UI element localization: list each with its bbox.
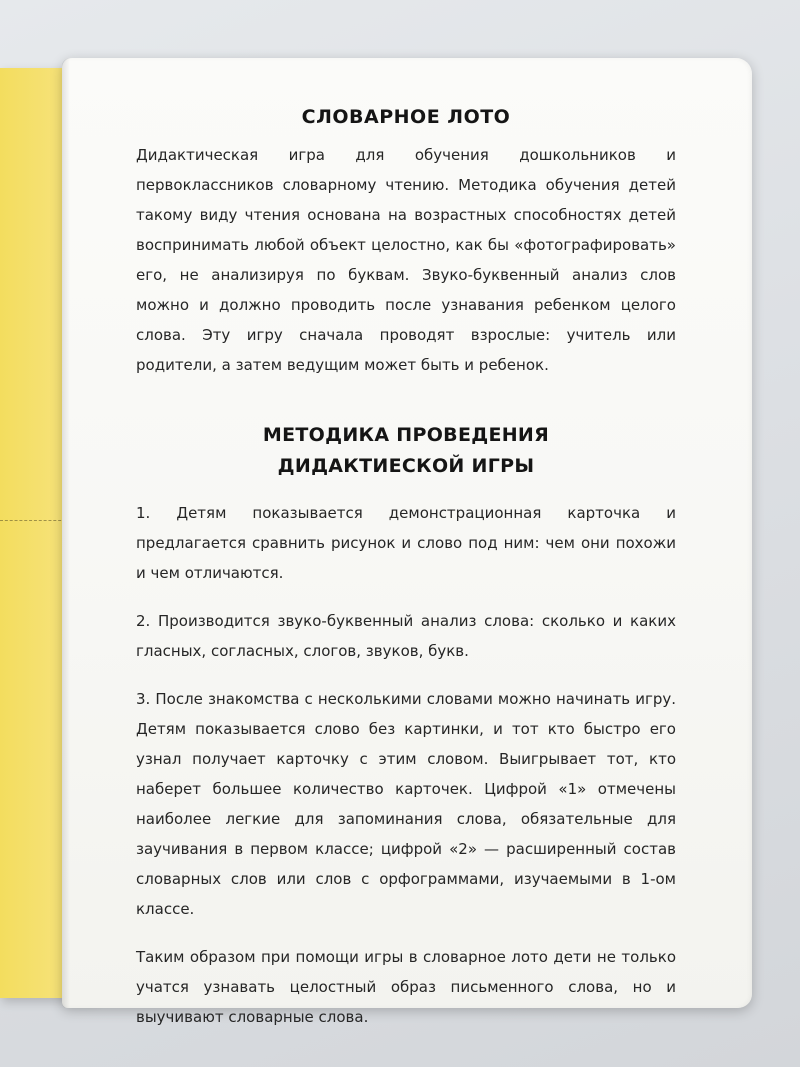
- cover-dashed-line: [0, 520, 66, 521]
- intro-paragraph: Дидактическая игра для обучения дошкольников и первоклассников словарному чтению. Методика обучения детей такому виду чтения основана на возрастных способностях детей воспринимать любой объект целостно, как бы «фотографировать» его, не анализируя по буквам. Звуко-буквенный анализ слов можно и должно проводить после узнавания ребенком целого слова. Эту игру сначала проводят взрослые: учитель или родители, а затем ведущим может быть и ребенок.: [136, 146, 676, 374]
- steps-list: [136, 498, 676, 924]
- page-content: [136, 106, 676, 1032]
- section-title-line-2: ДИДАКТИЕСКОЙ ИГРЫ: [277, 455, 535, 477]
- booklet-page: [62, 58, 752, 1026]
- conclusion-paragraph: Таким образом при помощи игры в словарное лото дети не только учатся узнавать целостный образ письменного слова, но и выучивают словарные слова.: [136, 948, 676, 1026]
- step-1: 1. Детям показывается демонстрационная карточка и предлагается сравнить рисунок и слово под ним: чем они похожи и чем отличаются.: [136, 504, 676, 582]
- page-edge-shadow: [62, 58, 70, 1008]
- page-title: СЛОВАРНОЕ ЛОТО: [301, 106, 511, 128]
- step-2: 2. Производится звуко-буквенный анализ слова: сколько и каких гласных, согласных, слогов, звуков, букв.: [136, 612, 676, 660]
- section-title-line-1: МЕТОДИКА ПРОВЕДЕНИЯ: [262, 424, 550, 446]
- section-title: [136, 420, 676, 482]
- step-3: 3. После знакомства с несколькими словами можно начинать игру. Детям показывается слово без картинки, и тот кто быстро его узнал получает карточку с этим словом. Выигрывает тот, кто наберет большее количество карточек. Цифрой «1» отмечены наиболее легкие для запоминания слова, обязательные для заучивания в первом классе; цифрой «2» — расширенный состав словарных слов или слов с орфограммами, изучаемыми в 1-ом классе.: [136, 690, 676, 918]
